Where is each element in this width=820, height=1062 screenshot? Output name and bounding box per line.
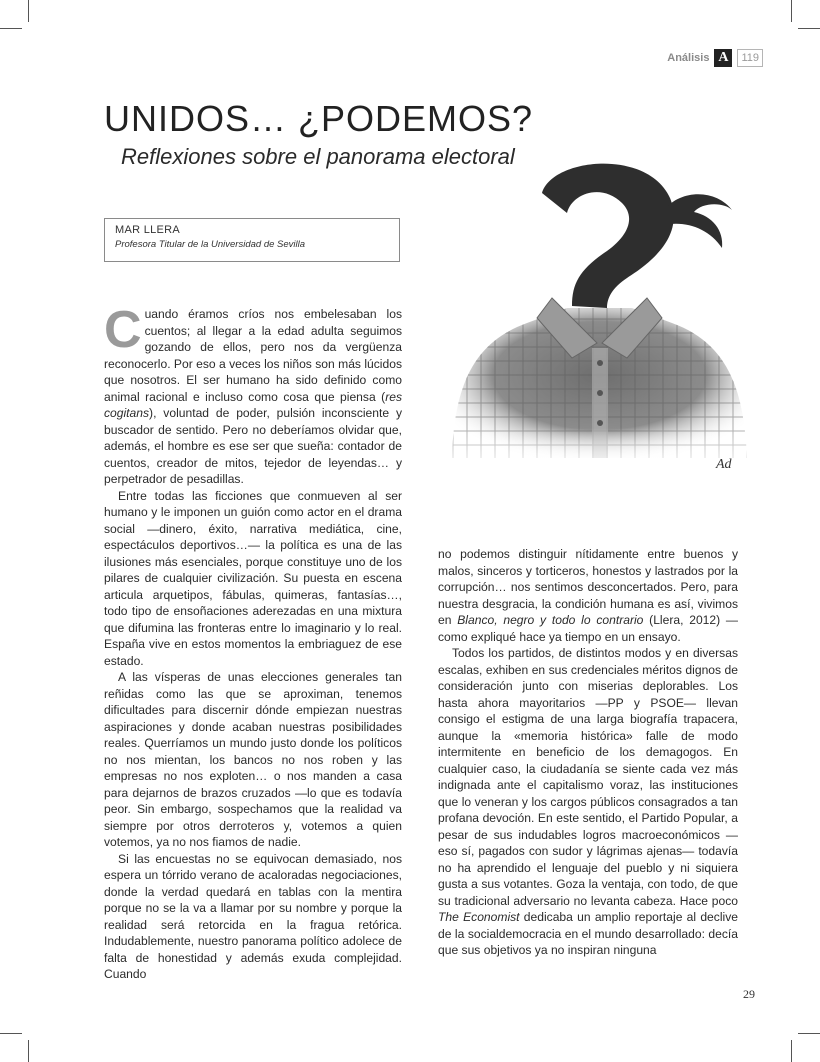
crop-mark — [28, 1040, 29, 1062]
crop-mark — [791, 0, 792, 22]
article-column-left — [104, 301, 402, 983]
crop-mark — [791, 1040, 792, 1062]
article-subtitle: Reflexiones sobre el panorama electoral — [121, 144, 515, 169]
magazine-logo-icon: A — [714, 49, 732, 67]
crop-mark — [798, 1033, 820, 1034]
crop-mark — [28, 0, 29, 22]
running-header — [667, 49, 763, 67]
paragraph: Entre todas las ficciones que conmueven al ser humano y le imponen un guión como actor en el drama social —dinero, éxito, narrativa mediática, cine, espectáculos deportivos…— la política es una de las ilusiones más esenciales, porque constituye uno de los pilares de cualquier civilización. Su puesta en escena articula arquetipos, fábulas, quimeras, fantasías…, todo tipo de ensoñaciones aderezadas en una mixtura que difumina las fronteras entre lo imaginario y lo real. España vive en estos momentos la embriaguez de ese estado. — [104, 488, 402, 668]
drop-cap: C — [104, 301, 142, 359]
ponytail-shape — [664, 194, 732, 248]
paragraph: no podemos distinguir nítidamente entre buenos y malos, sinceros y torticeros, honestos y lastrados por la corrupción… nos sentimos desconcertados. Pero, para nuestra desgracia, la condición humana es así, vivimos en Blanco, negro y todo lo contrario (Llera, 2012) —como expliqué hace ya tiempo en un ensayo. — [438, 547, 739, 644]
paragraph: Si las encuestas no se equivocan demasiado, nos espera un tórrido verano de acaloradas negociaciones, donde la verdad quedará en tablas con la mentira porque no se la va a llamar por su nombre y porque la realidad será retorcida en la fragua retórica. Indudablemente, nuestro panorama político adolece de falta de honestidad y además exuda complejidad. Cuando — [104, 851, 402, 981]
question-mark-figure-illustration — [432, 158, 762, 478]
artist-signature: Ad — [716, 457, 732, 472]
page-folio: 29 — [743, 987, 755, 1001]
question-mark-head — [542, 164, 674, 308]
crop-mark — [0, 28, 22, 29]
paragraph: A las vísperas de unas elecciones generales tan reñidas como las que se aproximan, tenemos dificultades para discernir dónde empiezan nuestras aspiraciones y donde acaban nuestras posibilidades reales. Querríamos un mundo justo donde los políticos no nos mientan, los bancos no nos roben y las empresas no nos exploten… o nos manden a casa para dejarnos de brazos cruzados —lo que es todavía peor. Sin embargo, sospechamos que la realidad va siempre por otros derroteros y, votemos a quien votemos, ya no nos fiamos de nadie. — [104, 670, 402, 849]
paragraph: Cuando éramos críos nos embelesaban los cuentos; al llegar a la edad adulta seguimos gozando de ellos, pero nos da vergüenza reconocerlo. Por eso a veces los niños son más lúcidos que nosotros. El ser humano ha sido definido como animal racional e incluso como cosa que piensa (res cogitans), voluntad de poder, pulsión inconsciente y buscador de sentido. Pero no deberíamos olvidar que, además, el hombre es ese ser que sueña: contador de cuentos, creador de mitos, tejedor de leyendas… y perpetrador de pesadillas. — [104, 301, 402, 486]
header-page-number: 119 — [737, 49, 763, 67]
author-role: Profesora Titular de la Universidad de Sevilla — [115, 239, 306, 250]
article-title: UNIDOS… ¿PODEMOS? — [104, 98, 534, 139]
author-name: MAR LLERA — [115, 224, 181, 236]
section-label: Análisis — [667, 52, 710, 64]
article-column-right — [438, 546, 738, 959]
author-box — [104, 218, 400, 262]
paragraph: Todos los partidos, de distintos modos y en diversas escalas, exhiben en sus credenciales méritos dignos de consideración junto con miserias deplorables. Los hasta ahora mayoritarios —PP y PSOE— llevan consigo el estigma de una larga biografía trapacera, aunque la «memoria histórica» falle de modo intermitente en beneficio de los demagogos. En cualquier caso, la ciudadanía se siente cada vez más indignada ante el capitalismo voraz, las instituciones que lo veneran y los cargos públicos consagrados a tan profana devoción. En este sentido, el Partido Popular, a pesar de sus indudables logros macroeconómicos —eso sí, pagados con sudor y lágrimas ajenas— todavía no ha aprendido el lenguaje del pueblo y ni siquiera gusta a sus votantes. Goza la ventaja, con todo, de que su tradicional adversario no levanta cabeza. Hace poco The Economist dedicaba un amplio reportaje al declive de la socialdemocracia en el mundo desarrollado: decía que sus objetivos ya no inspiran ninguna — [438, 646, 738, 957]
crop-mark — [798, 28, 820, 29]
crop-mark — [0, 1033, 22, 1034]
